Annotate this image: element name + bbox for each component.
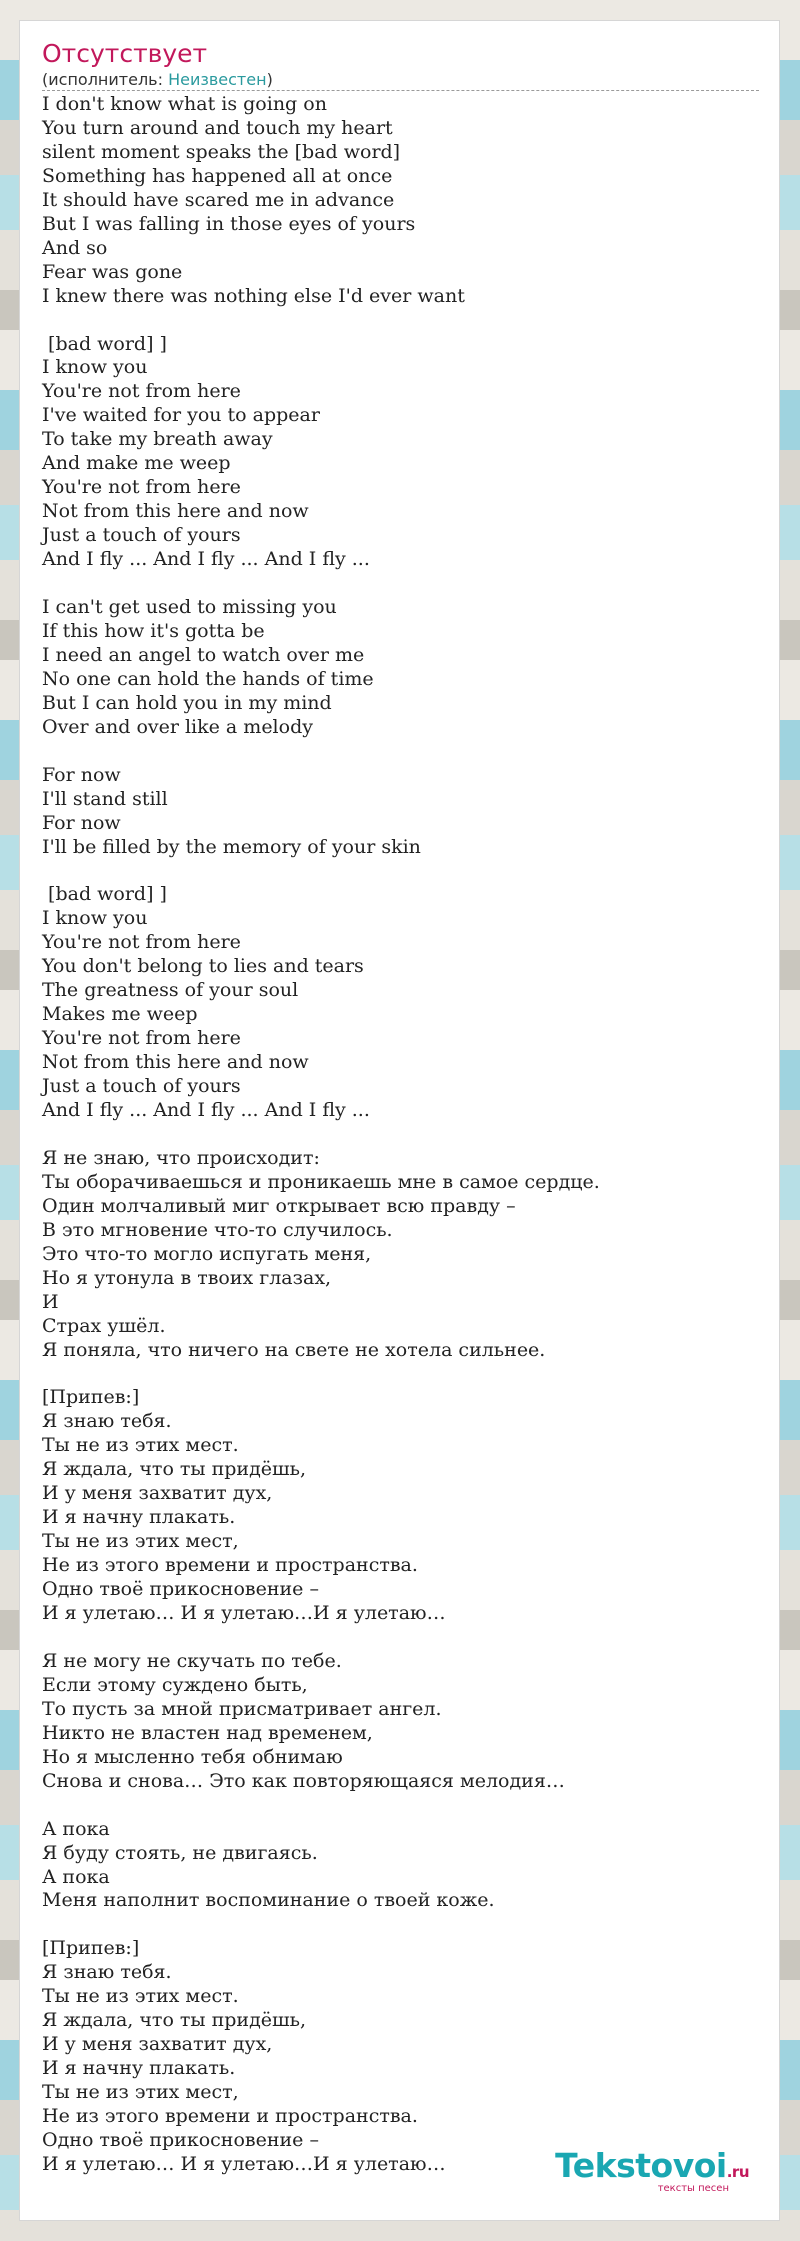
logo-tagline: тексты песен xyxy=(657,2183,729,2194)
song-title: Отсутствует xyxy=(42,39,208,68)
artist-suffix: ) xyxy=(266,70,273,89)
lyrics-card xyxy=(19,20,780,2221)
site-logo[interactable] xyxy=(555,2146,749,2194)
artist-line xyxy=(42,72,759,91)
artist-link[interactable]: Неизвестен xyxy=(168,70,267,89)
artist-prefix: (исполнитель: xyxy=(42,70,169,89)
logo-name: Tekstovoi xyxy=(555,2146,727,2185)
logo-domain: .ru xyxy=(726,2163,749,2181)
lyrics-text: I don't know what is going on You turn around and touch my heart silent moment speaks the [bad word] Something has happened all at once It should have scared me in advance But I was falling in those eyes of yours And so Fear was gone I knew there was nothing else I'd ever want [bad word] ] I know you You're not from here I've waited for you to appear To take my breath away And make me weep You're not from here Not from this here and now Just a touch of yours And I fly ... And I fly ... And I fly ... I can't get used to missing you If this how it's gotta be I need an angel to watch over me No one can hold the hands of time But I can hold you in my mind Over and over like a melody For now I'll stand still For now I'll be filled by the memory of your skin [bad word] ] I know you You're not from here You don't belong to lies and tears The greatness of your soul Makes me weep You're not from here Not from this here and now Just a touch of yours And I fly ... And I fly ... And I fly ... Я не знаю, что происходит: Ты оборачиваешься и проникаешь мне в самое сердце. Один молчаливый миг открывает всю правду – В это мгновение что-то случилось. Это что-то могло испугать меня, Но я утонула в твоих глазах, И Страх ушёл. Я поняла, что ничего на свете не хотела сильнее. [Припев:] Я знаю тебя. Ты не из этих мест. Я ждала, что ты придёшь, И у меня захватит дух, И я начну плакать. Ты не из этих мест, Не из этого времени и пространства. Одно твоё прикосновение – И я улетаю… И я улетаю…И я улетаю… Я не могу не скучать по тебе. Если этому суждено быть, То пусть за мной присматривает ангел. Никто не властен над временем, Но я мысленно тебя обнимаю Снова и снова… Это как повторяющаяся мелодия… А пока Я буду стоять, не двигаясь. А пока Меня наполнит воспоминание о твоей коже. [Припев:] Я знаю тебя. Ты не из этих мест. Я ждала, что ты придёшь, И у меня захватит дух, И я начну плакать. Ты не из этих мест, Не из этого времени и пространства. Одно твоё прикосновение – И я улетаю… И я улетаю…И я улетаю… xyxy=(42,93,600,2175)
logo-wordmark xyxy=(555,2146,749,2185)
